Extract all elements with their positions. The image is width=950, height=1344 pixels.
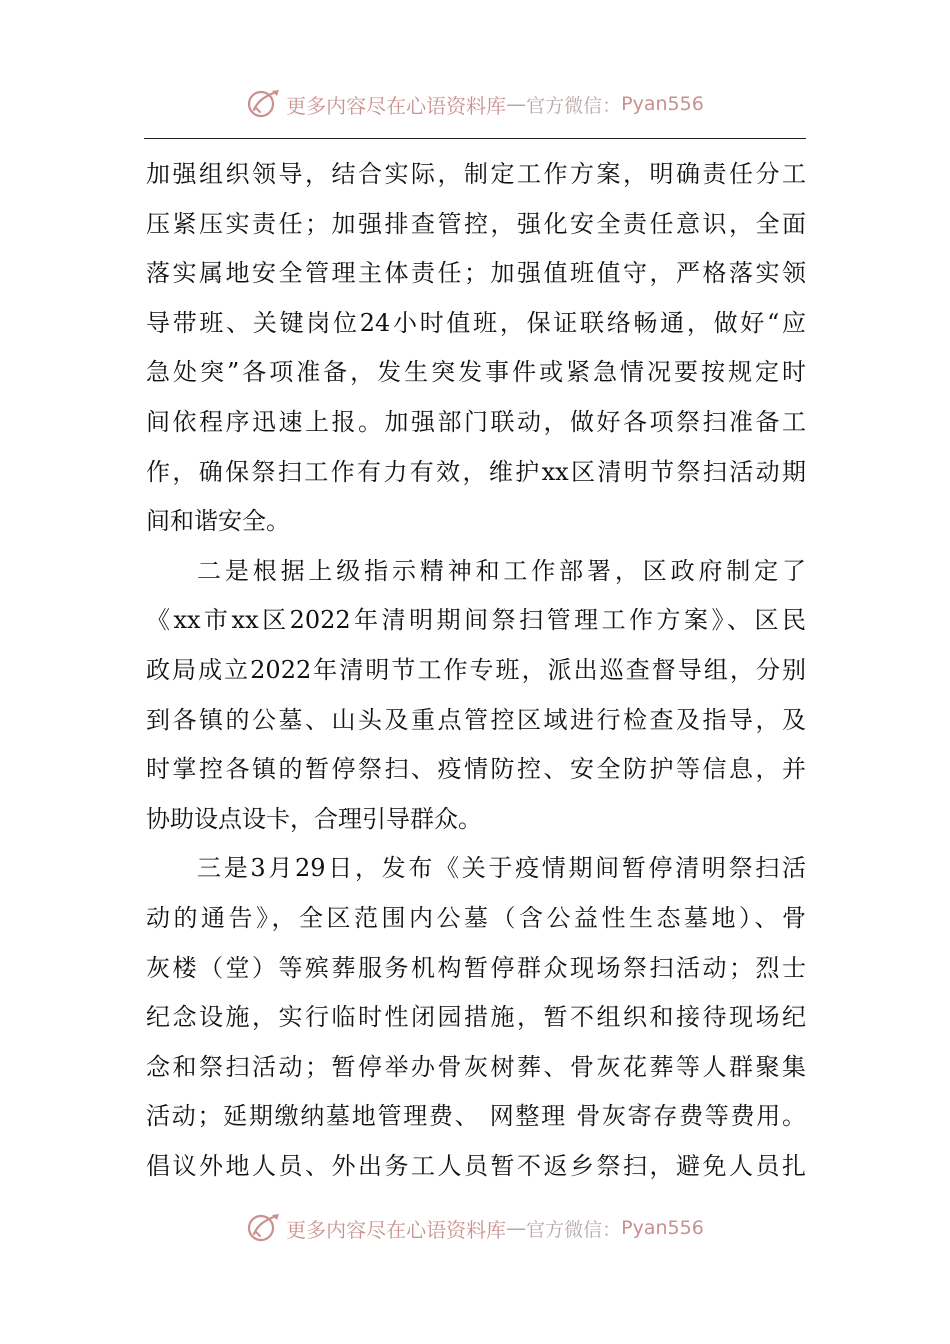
document-body [146,150,806,1191]
banner-dash: — [506,92,527,116]
banner-official-label: 官方微信： [526,94,622,117]
text-line: 政局成立2022年清明节工作专班，派出巡查督导组，分别 [146,655,806,684]
banner-wechat-id: Pyan556 [621,1217,704,1239]
text-line: 《xx市xx区2022年清明期间祭扫管理工作方案》、区民 [146,606,806,635]
header-divider [144,138,806,139]
text-line: 压紧压实责任；加强排查管控，强化安全责任意识，全面 [146,209,806,238]
text-line: 间和谐安全。 [146,507,290,536]
paragraph-start-line: 二是根据上级指示精神和工作部署，区政府制定了 [197,556,806,585]
banner-site-text: 更多内容尽在心语资料库 [286,93,507,118]
text-line: 加强组织领导，结合实际，制定工作方案，明确责任分工 [146,160,806,188]
text-line: 纪念设施，实行临时性闭园措施，暂不组织和接待现场纪 [146,1003,806,1032]
paragraph-start-line: 三是3月29日，发布《关于疫情期间暂停清明祭扫活 [197,854,806,883]
text-line: 动的通告》，全区范围内公墓（含公益性生态墓地）、骨 [146,903,806,932]
text-line: 灰楼（堂）等殡葬服务机构暂停群众现场祭扫活动；烈士 [146,953,806,982]
banner-dash: — [506,1216,527,1240]
text-line: 间依程序迅速上报。加强部门联动，做好各项祭扫准备工 [146,407,806,436]
footer-banner [0,1208,950,1248]
text-line: 活动；延期缴纳墓地管理费、 网整理 骨灰寄存费等费用。 [146,1102,806,1131]
text-line: 倡议外地人员、外出务工人员暂不返乡祭扫，避免人员扎 [146,1151,806,1180]
text-line: 时掌控各镇的暂停祭扫、疫情防控、安全防护等信息，并 [146,755,806,784]
pen-logo-icon [246,1210,282,1246]
banner-official-label: 官方微信： [526,1218,622,1241]
pen-logo-icon [246,86,282,122]
text-line: 协助设点设卡，合理引导群众。 [146,804,482,833]
banner-site-text: 更多内容尽在心语资料库 [286,1217,507,1242]
text-line: 到各镇的公墓、山头及重点管控区域进行检查及指导，及 [146,705,806,734]
text-line: 作，确保祭扫工作有力有效，维护xx区清明节祭扫活动期 [146,457,806,486]
text-line: 导带班、关键岗位24小时值班，保证联络畅通，做好“应 [146,308,806,337]
banner-wechat-id: Pyan556 [621,93,704,115]
text-line: 急处突”各项准备，发生突发事件或紧急情况要按规定时 [146,358,806,387]
text-line: 念和祭扫活动；暂停举办骨灰树葬、骨灰花葬等人群聚集 [146,1052,806,1081]
text-line: 落实属地安全管理主体责任；加强值班值守，严格落实领 [146,259,806,288]
header-banner [0,84,950,124]
